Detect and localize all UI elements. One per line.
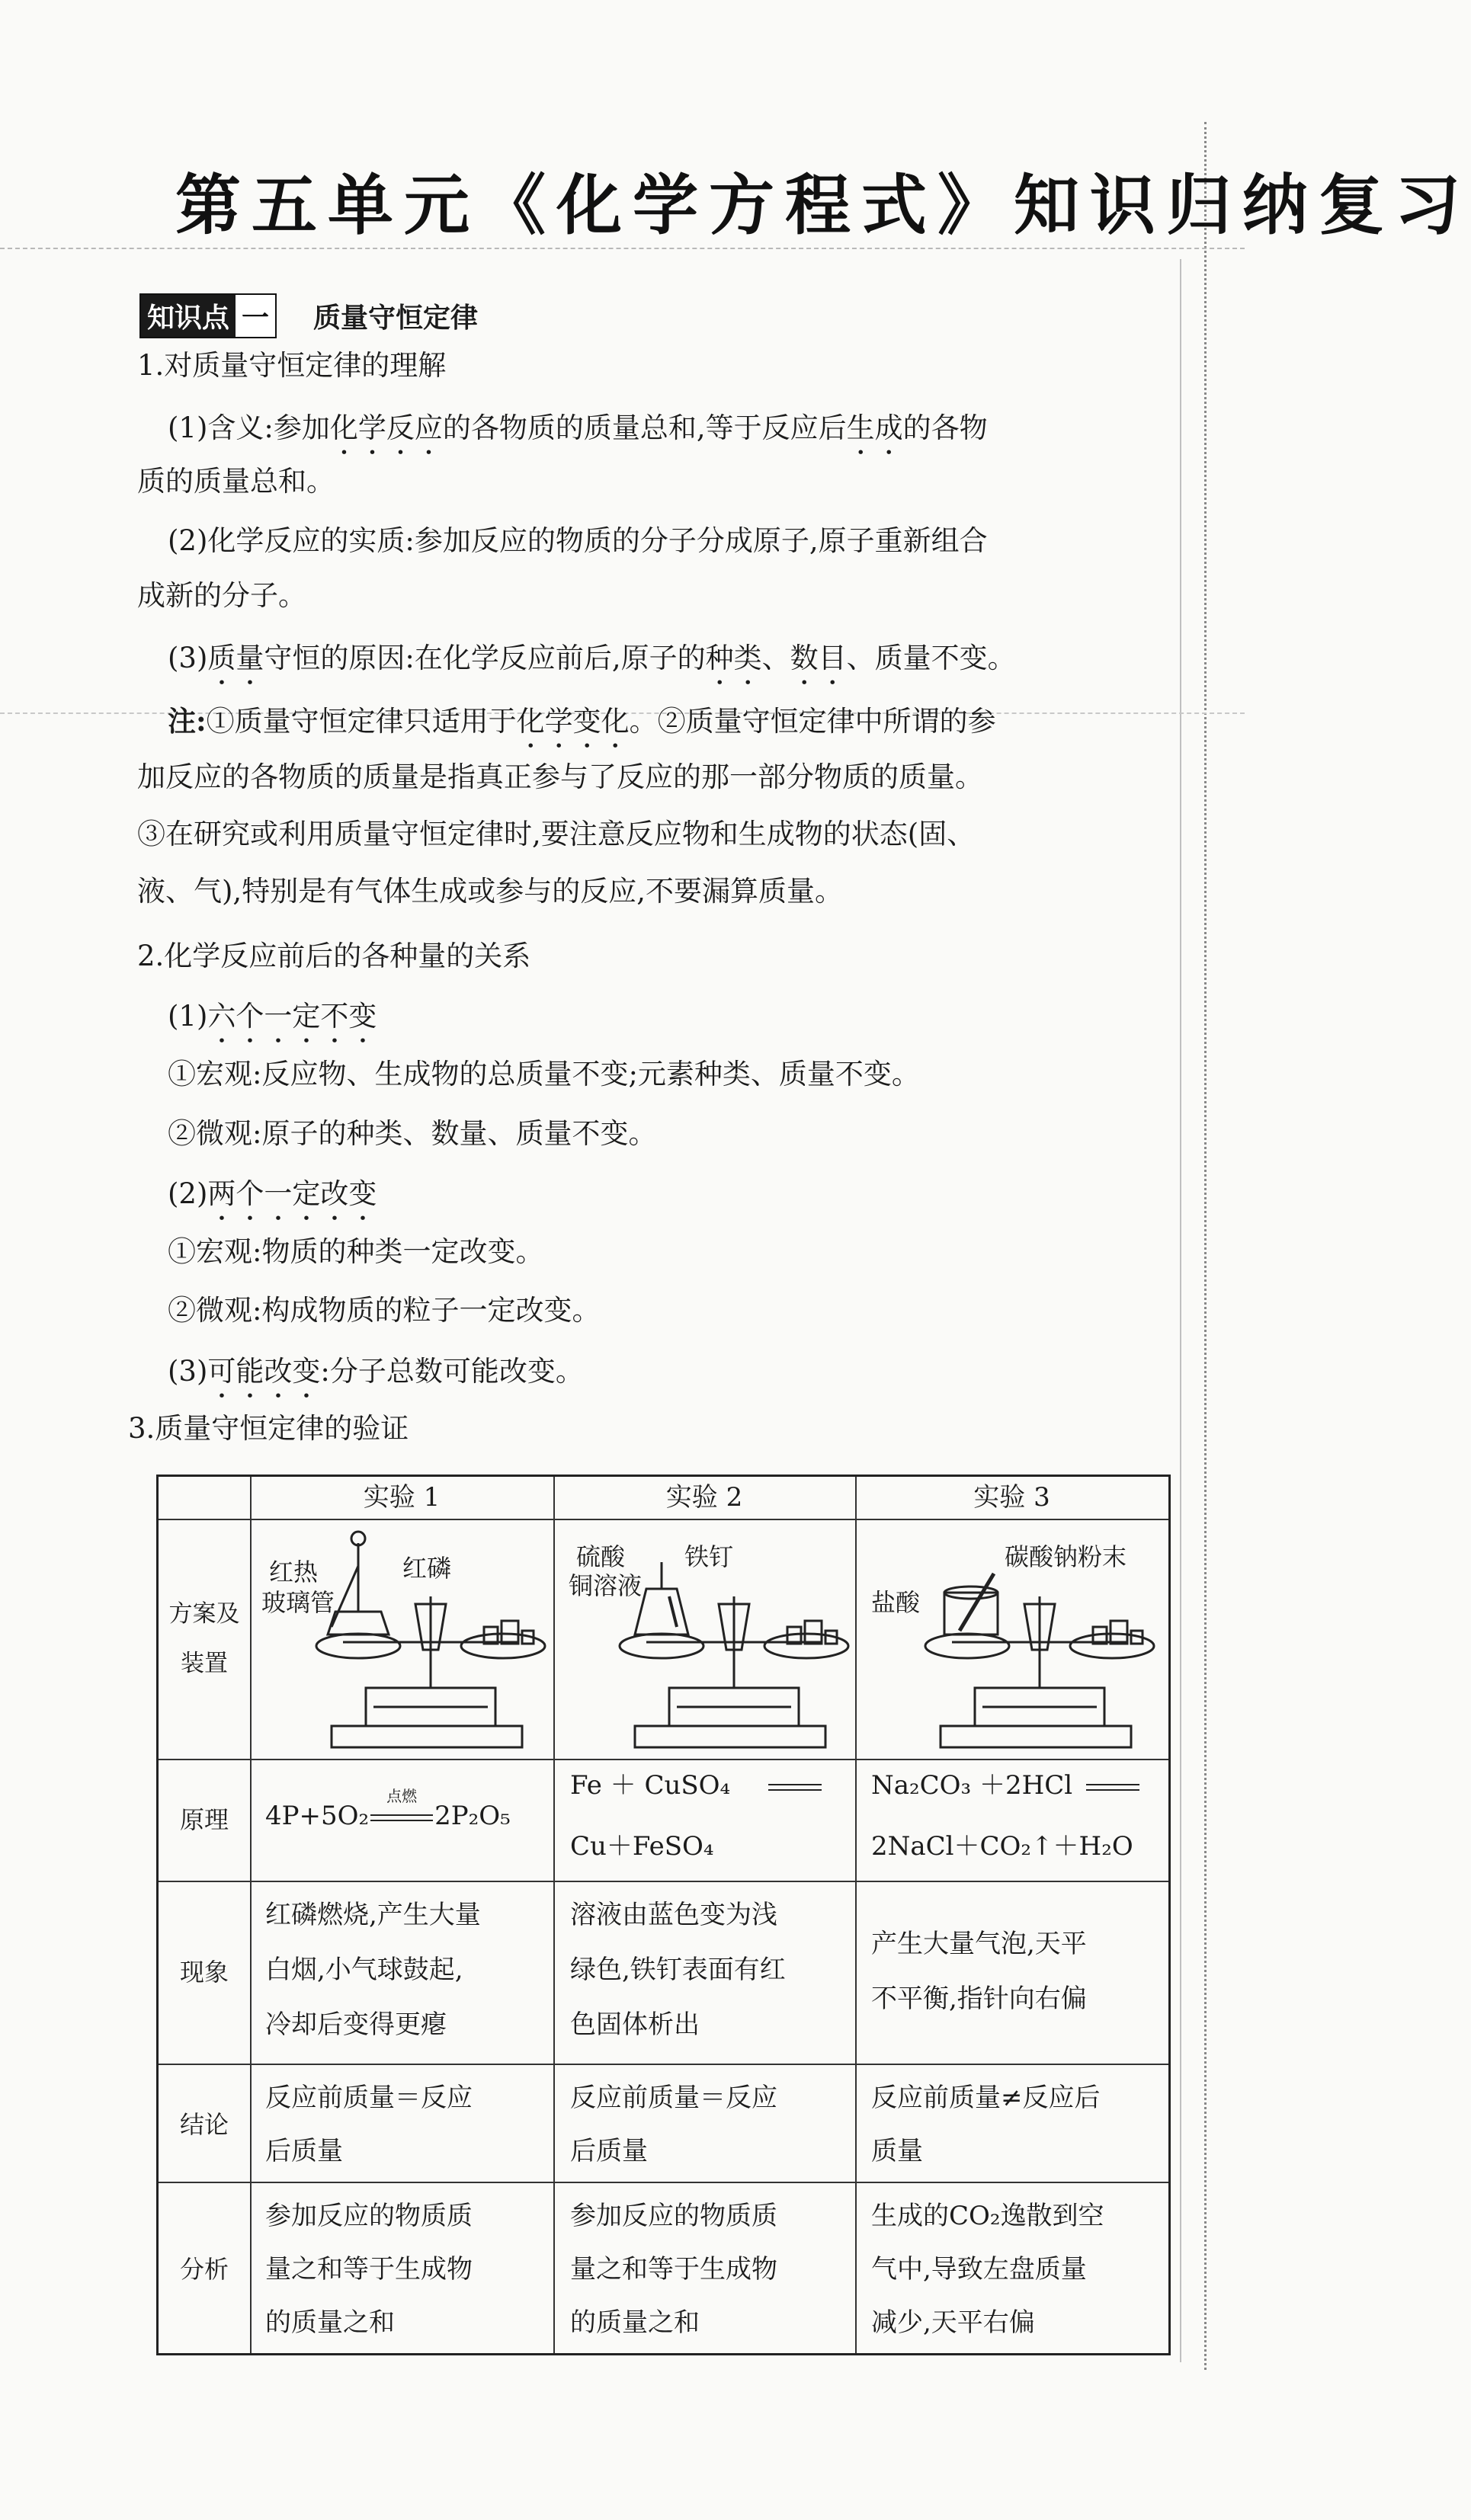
analysis-exp1-3: 的质量之和 <box>265 2307 395 2338</box>
note-text: ①质量守恒定律只适用于化学变化。②质量守恒定律中所谓的参 <box>206 705 996 738</box>
analysis-exp2-1: 参加反应的物质质 <box>570 2201 777 2231</box>
margin-line <box>1180 259 1181 2362</box>
phenomenon-exp2-1: 溶液由蓝色变为浅 <box>570 1900 777 1930</box>
maybe-changed <box>168 1355 584 1404</box>
page-title: 第五单元《化学方程式》知识归纳复习 <box>175 168 1471 244</box>
maybe-changed-text: (3)可能改变:分子总数可能改变。 <box>168 1355 584 1388</box>
conclusion-exp1-2: 后质量 <box>265 2136 343 2166</box>
binding-dots <box>1204 122 1207 2370</box>
label-iron-nail: 铁钉 <box>684 1542 734 1571</box>
phenomenon-exp1-1: 红磷燃烧,产生大量 <box>265 1900 481 1930</box>
analysis-exp3-2: 气中,导致左盘质量 <box>871 2254 1087 2285</box>
header-exp1: 实验 1 <box>363 1482 441 1513</box>
two-changed <box>168 1177 377 1227</box>
analysis-exp3-1: 生成的CO₂逸散到空 <box>871 2201 1104 2231</box>
row-label-principle: 原理 <box>179 1805 229 1834</box>
analysis-exp1-2: 量之和等于生成物 <box>265 2254 473 2285</box>
phenomenon-exp2-2: 绿色,铁钉表面有红 <box>570 1955 786 1985</box>
equals-sign <box>768 1784 822 1791</box>
note-line3: ③在研究或利用质量守恒定律时,要注意反应物和生成物的状态(固、 <box>137 818 976 850</box>
row-label-setup-a: 方案及 <box>168 1600 240 1628</box>
row-label-phenomenon: 现象 <box>179 1958 229 1987</box>
section1-heading: 1.对质量守恒定律的理解 <box>137 349 447 382</box>
micro-unchanged: ②微观:原子的种类、数量、质量不变。 <box>168 1117 657 1150</box>
equation-line: Na₂CO₃ ＋2HCl <box>871 1770 1073 1801</box>
equation-line: Fe ＋ CuSO₄ <box>570 1770 731 1801</box>
verification-table <box>156 1475 1171 2355</box>
six-unchanged <box>168 1000 377 1049</box>
label-hydrochloric-acid: 盐酸 <box>871 1588 921 1617</box>
s1-item1-line2: 质的质量总和。 <box>137 465 335 498</box>
conclusion-exp2-2: 后质量 <box>570 2136 648 2166</box>
equals-sign <box>1086 1784 1139 1791</box>
reaction-condition: 点燃 <box>386 1786 418 1805</box>
note-line2: 加反应的各物质的质量是指真正参与了反应的那一部分物质的质量。 <box>137 760 983 793</box>
analysis-exp2-2: 量之和等于生成物 <box>570 2254 777 2285</box>
balance-base <box>332 1726 522 1747</box>
header-exp3: 实验 3 <box>973 1482 1050 1513</box>
label-copper-sulfate-a: 硫酸 <box>576 1542 626 1571</box>
label-red-phosphorus: 红磷 <box>402 1554 452 1583</box>
s1-item2-line2: 成新的分子。 <box>137 579 306 612</box>
conclusion-exp3-2: 质量 <box>871 2136 923 2166</box>
phenomenon-exp3-1: 产生大量气泡,天平 <box>871 1929 1087 1959</box>
conclusion-exp2-1: 反应前质量＝反应 <box>570 2083 777 2113</box>
macro-unchanged: ①宏观:反应物、生成物的总质量不变;元素种类、质量不变。 <box>168 1058 920 1090</box>
s1-item3-text: (3)质量守恒的原因:在化学反应前后,原子的种类、数目、质量不变。 <box>168 642 1016 674</box>
header-exp2: 实验 2 <box>665 1482 743 1513</box>
note-line4: 液、气),特别是有气体生成或参与的反应,不要漏算质量。 <box>137 875 843 908</box>
equation-left: 4P+5O₂ <box>265 1801 370 1831</box>
analysis-exp1-1: 参加反应的物质质 <box>265 2201 473 2231</box>
equals-sign <box>370 1814 433 1821</box>
knowledge-point-title: 质量守恒定律 <box>313 303 479 334</box>
six-unchanged-text: (1)六个一定不变 <box>168 1000 377 1033</box>
label-glass-tube: 玻璃管 <box>261 1588 335 1617</box>
badge-number: 一 <box>236 295 275 337</box>
row-line <box>159 1881 1168 1882</box>
two-changed-text: (2)两个一定改变 <box>168 1177 377 1210</box>
section2-heading: 2.化学反应前后的各种量的关系 <box>137 940 531 972</box>
note-label: 注: <box>168 704 207 738</box>
s1-item3 <box>168 642 1016 691</box>
row-line <box>159 2182 1168 2183</box>
phenomenon-exp3-2: 不平衡,指针向右偏 <box>871 1984 1087 2014</box>
knowledge-point-badge <box>139 293 277 338</box>
row-label-setup-b: 装置 <box>181 1650 228 1677</box>
row-line <box>159 2064 1168 2065</box>
label-sodium-carbonate: 碳酸钠粉末 <box>1005 1542 1127 1571</box>
phenomenon-exp2-3: 色固体析出 <box>570 2009 700 2040</box>
row-label-conclusion: 结论 <box>179 2110 229 2139</box>
phenomenon-exp1-3: 冷却后变得更瘪 <box>265 2009 447 2040</box>
section3-heading: 3.质量守恒定律的验证 <box>128 1412 409 1445</box>
s1-item2-line1: (2)化学反应的实质:参加反应的物质的分子分成原子,原子重新组合 <box>168 524 988 557</box>
principle-exp3-line1 <box>871 1759 1168 1812</box>
row-label-analysis: 分析 <box>179 2255 229 2284</box>
conclusion-exp1-1: 反应前质量＝反应 <box>265 2083 473 2113</box>
macro-changed: ①宏观:物质的种类一定改变。 <box>168 1235 544 1268</box>
principle-exp1 <box>265 1786 547 1843</box>
label-red-hot: 红热 <box>269 1558 319 1587</box>
analysis-exp3-3: 减少,天平右偏 <box>871 2307 1035 2338</box>
knowledge-point-header <box>139 293 478 338</box>
equation-right: 2P₂O₅ <box>434 1801 511 1831</box>
badge-label: 知识点 <box>141 295 236 337</box>
phenomenon-exp1-2: 白烟,小气球鼓起, <box>265 1955 463 1985</box>
principle-exp3-line2: 2NaCl＋CO₂↑＋H₂O <box>871 1831 1133 1862</box>
principle-exp2-line1 <box>570 1759 852 1812</box>
analysis-exp2-3: 的质量之和 <box>570 2307 700 2338</box>
note-line1 <box>168 705 996 754</box>
s1-item1-line1 <box>168 411 988 461</box>
conclusion-exp3-1: 反应前质量≠反应后 <box>871 2083 1101 2113</box>
label-copper-sulfate-b: 铜溶液 <box>569 1571 643 1600</box>
divider <box>0 248 1245 249</box>
micro-changed: ②微观:构成物质的粒子一定改变。 <box>168 1294 601 1327</box>
s1-item1-text: (1)含义:参加化学反应的各物质的质量总和,等于反应后生成的各物 <box>168 411 988 444</box>
principle-exp2-line2: Cu＋FeSO₄ <box>570 1831 714 1862</box>
